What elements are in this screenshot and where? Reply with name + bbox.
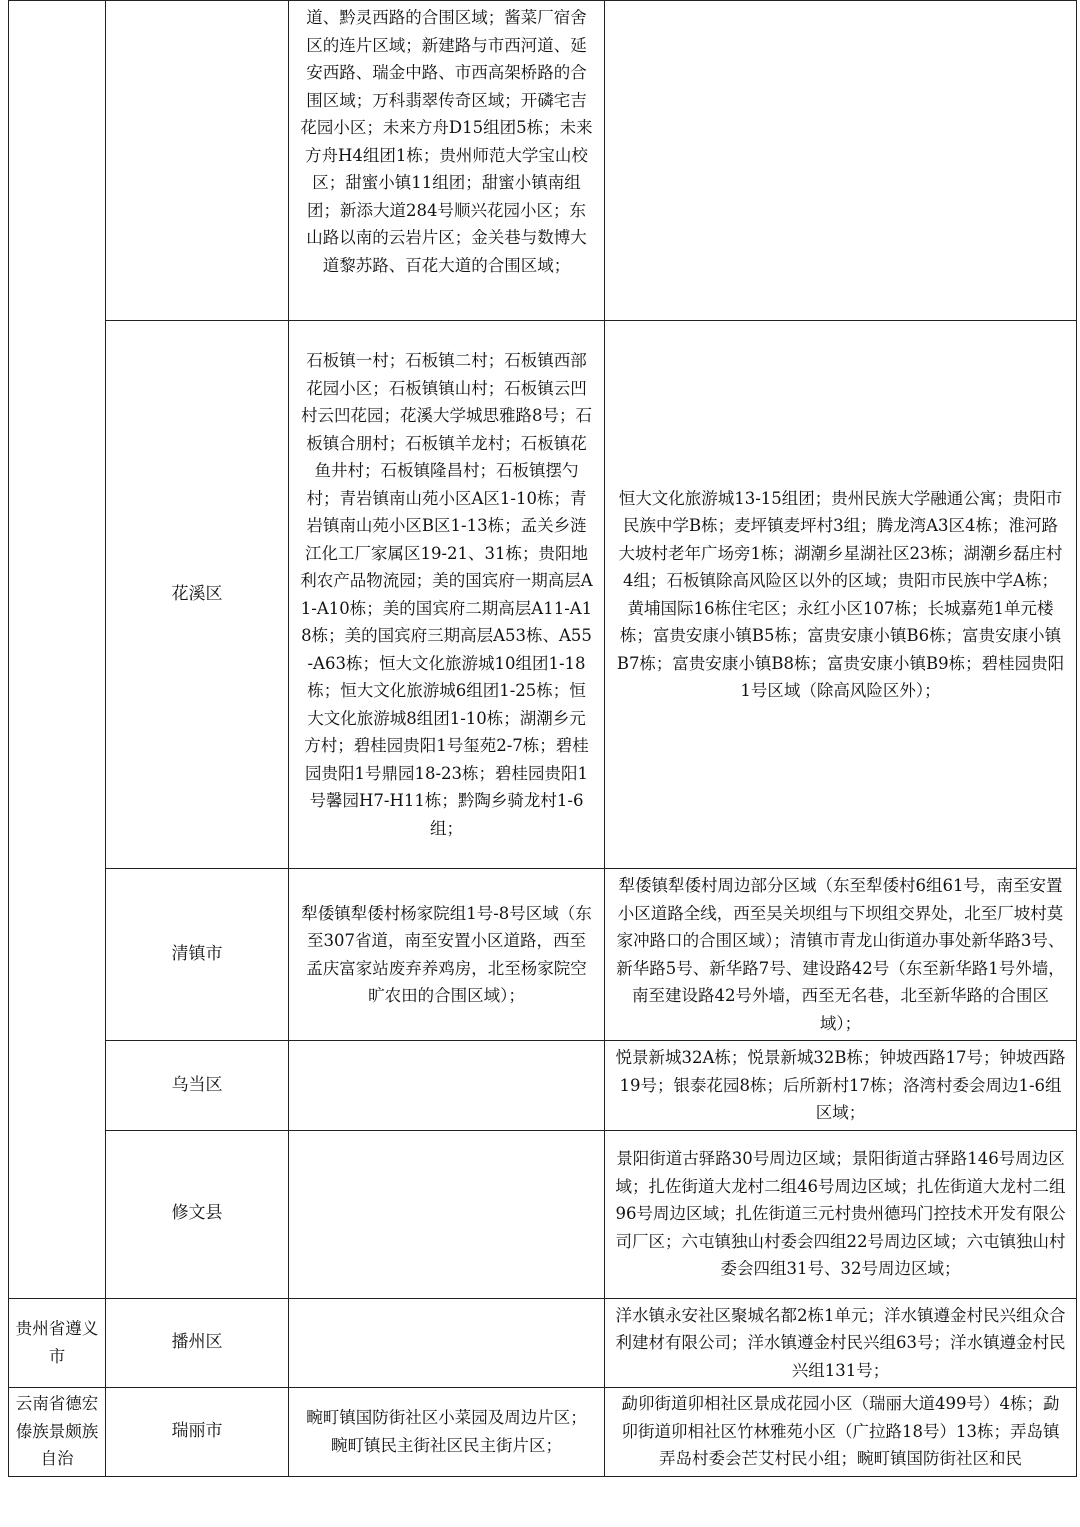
- district-cell: 清镇市: [106, 869, 289, 1041]
- high-risk-cell: 畹町镇国防街社区小菜园及周边片区；畹町镇民主街社区民主街片区；: [289, 1388, 605, 1477]
- medium-risk-cell: 景阳街道古驿路30号周边区域；景阳街道古驿路146号周边区域；扎佐街道大龙村二组46号周边区域；扎佐街道大龙村二组96号周边区域；扎佐街道三元村贵州德玛门控技术开发有限公司厂区；六屯镇独山村委会四组22号周边区域；六屯镇独山村委会四组31号、32号周边区域；: [605, 1130, 1077, 1298]
- medium-risk-cell: 犁倭镇犁倭村周边部分区域（东至犁倭村6组61号，南至安置小区道路全线，西至吴关坝组与下坝组交界处，北至厂坡村莫家冲路口的合围区域）；清镇市青龙山街道办事处新华路3号、新华路5号、新华路7号、建设路42号（东至新华路1号外墙，南至建设路42号外墙，西至无名巷，北至新华路的合围区域）；: [605, 869, 1077, 1041]
- table-row: [9, 1041, 1077, 1131]
- medium-risk-cell: [605, 1, 1077, 321]
- table-row: [9, 1, 1077, 321]
- medium-risk-cell: 勐卯街道卯相社区景成花园小区（瑞丽大道499号）4栋；勐卯街道卯相社区竹林雅苑小区（广拉路18号）13栋；弄岛镇弄岛村委会芒艾村民小组；畹町镇国防街社区和民: [605, 1388, 1077, 1477]
- high-risk-cell: [289, 1298, 605, 1388]
- table-row: [9, 1130, 1077, 1298]
- city-cell: [9, 1, 106, 1299]
- high-risk-cell: 犁倭镇犁倭村杨家院组1号-8号区域（东至307省道，南至安置小区道路，西至孟庆富家站废弃养鸡房，北至杨家院空旷农田的合围区域）；: [289, 869, 605, 1041]
- high-risk-cell: 道、黔灵西路的合围区域；酱菜厂宿舍区的连片区域；新建路与市西河道、延安西路、瑞金中路、市西高架桥路的合围区域；万科翡翠传奇区域；开磷宅吉花园小区；未来方舟D15组团5栋；未来方舟H4组团1栋；贵州师范大学宝山校区；甜蜜小镇11组团；甜蜜小镇南组团；新添大道284号顺兴花园小区；东山路以南的云岩片区；金关巷与数博大道黎苏路、百花大道的合围区域；: [289, 1, 605, 321]
- table-row: [9, 869, 1077, 1041]
- district-cell: [106, 1, 289, 321]
- risk-area-table: [8, 0, 1077, 1477]
- medium-risk-cell: 恒大文化旅游城13-15组团；贵州民族大学融通公寓；贵阳市民族中学B栋；麦坪镇麦坪村3组；腾龙湾A3区4栋；淮河路大坡村老年广场旁1栋；湖潮乡星湖社区23栋；湖潮乡磊庄村4组；石板镇除高风险区以外的区域；贵阳市民族中学A栋；黄埔国际16栋住宅区；永红小区107栋；长城嘉苑1单元楼栋；富贵安康小镇B5栋；富贵安康小镇B6栋；富贵安康小镇B7栋；富贵安康小镇B8栋；富贵安康小镇B9栋；碧桂园贵阳1号区域（除高风险区外）；: [605, 321, 1077, 869]
- city-cell: 贵州省遵义市: [9, 1298, 106, 1388]
- high-risk-cell: 石板镇一村；石板镇二村；石板镇西部花园小区；石板镇镇山村；石板镇云凹村云凹花园；花溪大学城思雅路8号；石板镇合朋村；石板镇羊龙村；石板镇花鱼井村；石板镇隆昌村；石板镇摆勺村；青岩镇南山苑小区A区1-10栋；青岩镇南山苑小区B区1-13栋；孟关乡涟江化工厂家属区19-21、31栋；贵阳地利农产品物流园；美的国宾府一期高层A1-A10栋；美的国宾府二期高层A11-A18栋；美的国宾府三期高层A53栋、A55-A63栋；恒大文化旅游城10组团1-18栋；恒大文化旅游城6组团1-25栋；恒大文化旅游城8组团1-10栋；湖潮乡元方村；碧桂园贵阳1号玺苑2-7栋；碧桂园贵阳1号鼎园18-23栋；碧桂园贵阳1号馨园H7-H11栋；黔陶乡骑龙村1-6组；: [289, 321, 605, 869]
- high-risk-cell: [289, 1130, 605, 1298]
- medium-risk-cell: 洋水镇永安社区聚城名都2栋1单元；洋水镇遵金村民兴组众合利建材有限公司；洋水镇遵金村民兴组63号；洋水镇遵金村民兴组131号；: [605, 1298, 1077, 1388]
- district-cell: 花溪区: [106, 321, 289, 869]
- district-cell: 乌当区: [106, 1041, 289, 1131]
- table-row: [9, 1388, 1077, 1477]
- table-row: [9, 1298, 1077, 1388]
- district-cell: 播州区: [106, 1298, 289, 1388]
- district-cell: 瑞丽市: [106, 1388, 289, 1477]
- high-risk-cell: [289, 1041, 605, 1131]
- table-row: [9, 321, 1077, 869]
- city-cell: 云南省德宏傣族景颇族自治: [9, 1388, 106, 1477]
- medium-risk-cell: 悦景新城32A栋；悦景新城32B栋；钟坡西路17号；钟坡西路19号；银泰花园8栋；后所新村17栋；洛湾村委会周边1-6组区域；: [605, 1041, 1077, 1131]
- district-cell: 修文县: [106, 1130, 289, 1298]
